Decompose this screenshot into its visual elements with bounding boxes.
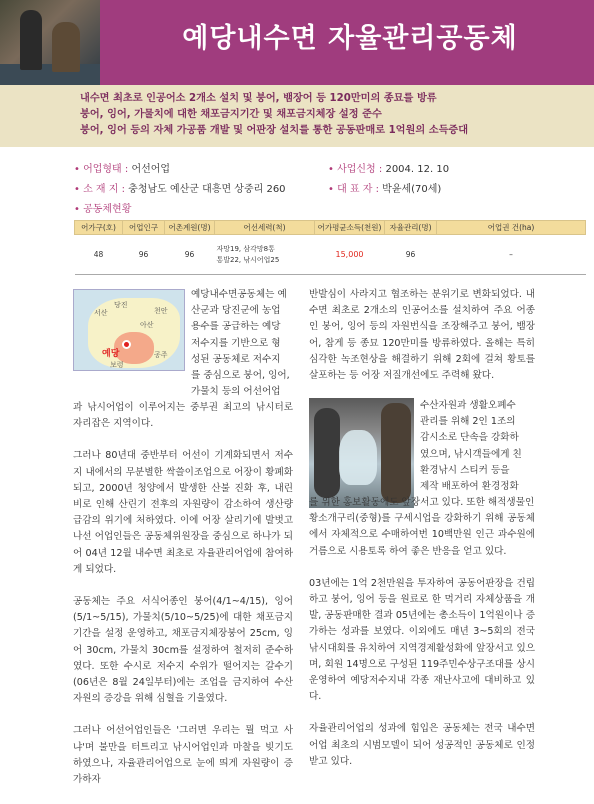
paragraph: 과 낚시어업이 이루어지는 중부권 최고의 낚시터로 자리잡은 지역이다. [73,402,293,430]
text-line: 를 위한 홍보활동에도 앞장서고 있다. 또한 해적생물인 [309,497,535,508]
map-label: 천안 [154,307,168,315]
summary-line: 내수면 최초로 인공어소 2개소 설치 및 붕어, 뱀장어 등 120만미의 종묘를 방류 [80,93,437,104]
info-type: • 어업형태 : 어선어업 [74,164,171,175]
text-line: 제작 배포하여 환경정화 [420,481,519,493]
text-line: 감시소로 단속을 강화하 [420,432,519,444]
col2-wrap [420,398,535,495]
map-label: 당진 [114,301,128,309]
paragraph: 자율관리어업의 성과에 힘입은 공동체는 전국 내수면 어업 최초의 시범모델이 되어 성공적인 공동체로 인정받고 있다. [309,723,535,767]
col2-top [309,287,535,400]
fishermen-photo [0,0,100,85]
table-header: 어촌계원(명) [165,221,215,235]
table-header: 어가구(호) [75,221,123,235]
info-left [74,160,286,220]
paragraph: 공동체는 주요 서식어종인 붕어(4/1~4/15), 잉어(5/1~5/15), 가물치(5/10~5/25)에 대한 채포금지기간을 설정 운영하고, 채포금지체장붕어 25cm, 잉어 30cm, 가물치 30cm를 설정하여 철저히 준수하였다. 또한 수시로 저수지 수위가 떨어지는 갈수기(06년은 8월 24일부터)에는 조업을 금지하여 수산자원의 증강을 위해 심혈을 기울였다. [73,596,293,705]
fish-bag-photo [309,398,414,508]
table-header: 어업권 건(ha) [437,221,586,235]
text-line: 관리를 위해 2인 1조의 [420,416,516,428]
paragraph: 그러나 80년대 중반부터 어선이 기계화되면서 저수지 내에서의 무분별한 싹쓸이조업으로 어장이 황폐화되고, 2000년 청양에서 발생한 산불 진화 후, 내린 비로 인해 산린기 전후의 자원량이 감소하여 생산량 급감의 위기에 처하였다. 이에 어장 살리기에 발벗고 나선 어업인들은 공동체위원장을 중심으로 하나가 되어 04년 12월 내수면 최초로 자율관리어업에 참여하게 되었다. [73,450,293,575]
info-representative: • 대 표 자 : 박윤세(70세) [328,184,442,195]
text-line: 용수를 공급하는 예당 [191,321,281,333]
table-cell: 96 [385,235,437,275]
paragraph: 반발심이 사라지고 협조하는 분위기로 변화되었다. 내수면 최초로 2개소의 인공어소를 설치하여 주요 어종인 붕어, 잉어 등의 자원번식을 조장해주고 붕어, 뱀장어, 참게 등 종묘 120만미를 방류하였다. 올해는 특히 심각한 녹조현상을 해결하기 위해 2회에 걸쳐 황토를 살포하는 등 어장 저질개선에도 주력해 왔다. [309,289,535,382]
text-line: 산군과 당진군에 농업 [191,305,281,317]
community-status-table [74,220,586,275]
info-status: • 공동체현황 [74,204,132,215]
vessels-line: 통발22, 낚시어업25 [216,255,280,264]
map-label: 보령 [110,361,124,369]
table-row [75,235,586,275]
table-cell: – [437,235,586,275]
text-line: 수산자원과 생활오폐수 [420,400,516,411]
text-line: 예당내수면공동체는 예 [191,289,287,300]
table-cell: 96 [165,235,215,275]
title-banner [0,0,594,85]
summary-line: 붕어, 잉어, 가물치에 대한 채포금지기간 및 채포금지체장 설정 준수 [80,109,382,120]
text-line: 환경낚시 스티커 등을 [420,464,510,476]
table-header: 자율관리(명) [385,221,437,235]
table-header: 어업인구 [123,221,165,235]
info-location: • 소 재 지 : 충청남도 예산군 대흥면 상중리 260 [74,184,286,195]
table-header: 어가평균소득(천원) [315,221,385,235]
paragraph: 그러나 어선어업인들은 '그러면 우리는 뭘 먹고 사냐'며 불만을 터트리고 낚시어업인과 마찰을 빚기도 하였으나, 자율관리어업으로 눈에 띄게 자원량이 증가하자 [73,725,293,786]
summary-box [0,85,594,147]
table-cell: 48 [75,235,123,275]
text-line: 였으며, 낚시객들에게 친 [420,448,522,460]
table-cell-income: 15,000 [315,235,385,275]
col2-body [309,495,535,786]
map-label-yedang: 예당 [102,349,120,359]
info-right [328,160,449,200]
col1-body [73,400,293,804]
page-title: 예당내수면 자율관리공동체 [182,23,518,54]
location-map [73,289,185,371]
text-line: 성된 공동체로 저수지 [191,353,281,365]
map-label: 공주 [154,351,168,359]
vessels-line: 자망19, 삼각망8통 [216,244,275,253]
info-date: • 사업신청 : 2004. 12. 10 [328,164,450,175]
text-line: 를 중심으로 붕어, 잉어, [191,370,290,382]
text-line: 가물치 등의 어선어업 [191,386,281,398]
map-label: 서산 [94,309,108,317]
paragraph: 황소개구리(중형)를 구세시업을 강화하기 위해 공동체에서 자체적으로 수매하여번 10백만원 인근 과수원에 거름으로 시용토록 하여 좋은 반응을 얻고 있다. [309,513,535,557]
map-label: 아산 [140,321,154,329]
location-pin-icon [122,340,131,349]
table-cell-vessels [215,235,315,275]
summary-line: 붕어, 잉어 등의 자체 가공품 개발 및 어판장 설치를 통한 공동판매로 1억원의 소득증대 [80,125,469,136]
table-header: 어선세력(척) [215,221,315,235]
table-cell: 96 [123,235,165,275]
col1-wrap [191,287,293,400]
paragraph: 03년에는 1억 2천만원을 투자하여 공동어판장을 건립하고 붕어, 잉어 등을 원료로 한 먹거리 자체상품을 개발, 공동판매한 결과 05년에는 총소득이 1억원이나 증가하는 성과를 보였다. 이외에도 매년 3~5회의 전국낚시대회를 유치하여 지역경제활성화에 앞장서고 있으며, 회원 14명으로 구성된 119주민수상구조대를 상시 운영하여 예당저수지내 각종 재난사고에 대비하고 있다. [309,577,535,703]
text-line: 저수지를 기반으로 형 [191,337,281,349]
